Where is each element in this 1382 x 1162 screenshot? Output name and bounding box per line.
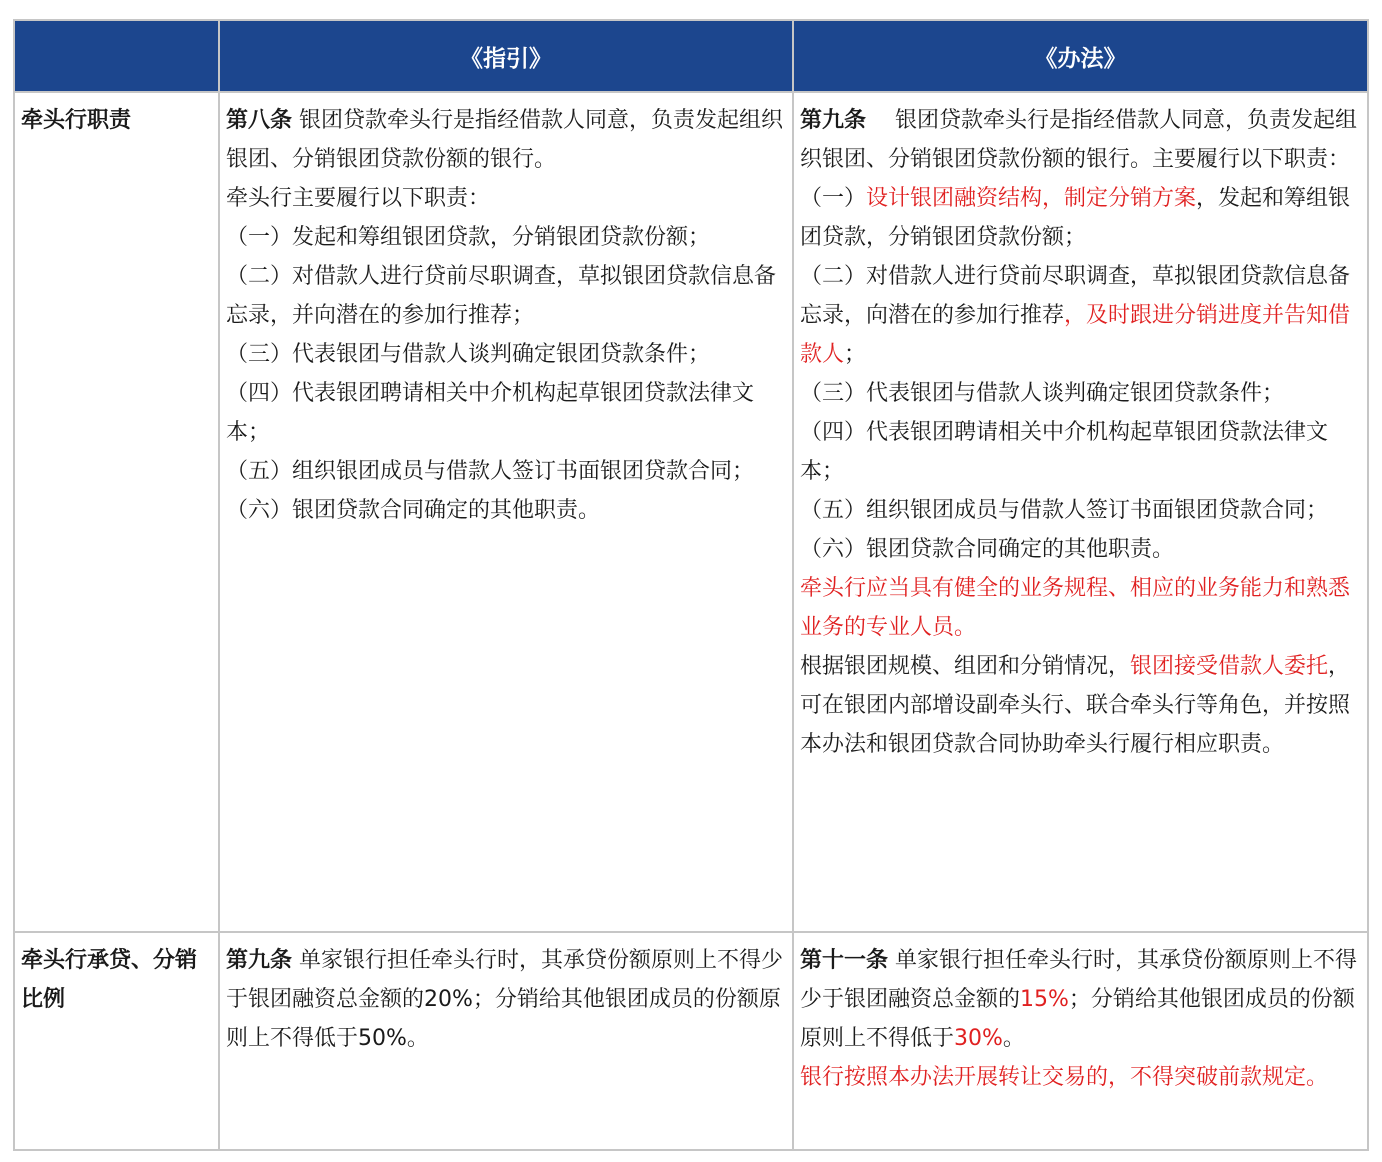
header-row bbox=[14, 20, 1368, 92]
header-guide: 《指引》 bbox=[219, 20, 793, 92]
guide-cell bbox=[219, 932, 793, 1150]
article-number: 第八条 bbox=[226, 108, 293, 133]
duty-item: （六）银团贷款合同确定的其他职责。 bbox=[800, 537, 1175, 562]
comparison-table bbox=[13, 19, 1369, 1151]
duty-item: （六）银团贷款合同确定的其他职责。 bbox=[226, 498, 601, 523]
highlight-text: 银团接受借款人委托 bbox=[1130, 654, 1329, 679]
duty-item: （四）代表银团聘请相关中介机构起草银团贷款法律文本； bbox=[800, 420, 1329, 484]
rule-cell bbox=[793, 932, 1368, 1150]
duty-item: （五）组织银团成员与借款人签订书面银团贷款合同； bbox=[226, 459, 755, 484]
rule-cell bbox=[793, 92, 1368, 932]
highlight-value: 30% bbox=[954, 1026, 1003, 1051]
highlight-value: 15% bbox=[1020, 987, 1069, 1012]
guide-article-intro: 第八条 银团贷款牵头行是指经借款人同意，负责发起组织银团、分销银团贷款份额的银行。 bbox=[226, 108, 784, 172]
duty-item: （一）发起和筹组银团贷款，分销银团贷款份额； bbox=[226, 225, 711, 250]
header-blank bbox=[14, 20, 219, 92]
duty-item: （三）代表银团与借款人谈判确定银团贷款条件； bbox=[226, 342, 711, 367]
row-label: 牵头行职责 bbox=[14, 92, 219, 932]
article-number: 第十一条 bbox=[800, 948, 889, 973]
header-rule: 《办法》 bbox=[793, 20, 1368, 92]
highlight-paragraph: 银行按照本办法开展转让交易的，不得突破前款规定。 bbox=[800, 1065, 1329, 1090]
row-label: 牵头行承贷、分销比例 bbox=[14, 932, 219, 1150]
duty-item: （一）设计银团融资结构，制定分销方案，发起和筹组银团贷款，分销银团贷款份额； bbox=[800, 186, 1351, 250]
highlight-paragraph: 牵头行应当具有健全的业务规程、相应的业务能力和熟悉业务的专业人员。 bbox=[800, 576, 1351, 640]
table-row bbox=[14, 92, 1368, 932]
duty-item: （四）代表银团聘请相关中介机构起草银团贷款法律文本； bbox=[226, 381, 755, 445]
guide-cell bbox=[219, 92, 793, 932]
guide-article-text: 第九条 单家银行担任牵头行时，其承贷份额原则上不得少于银团融资总金额的20%；分销给其他银团成员的份额原则上不得低于50%。 bbox=[226, 948, 784, 1051]
rule-article-intro: 第九条 银团贷款牵头行是指经借款人同意，负责发起组织银团、分销银团贷款份额的银行。主要履行以下职责： bbox=[800, 108, 1358, 172]
rule-article-text: 第十一条 单家银行担任牵头行时，其承贷份额原则上不得少于银团融资总金额的15%；分销给其他银团成员的份额原则上不得低于30%。 bbox=[800, 948, 1358, 1051]
duties-lead: 牵头行主要履行以下职责： bbox=[226, 186, 491, 211]
duty-item: （五）组织银团成员与借款人签订书面银团贷款合同； bbox=[800, 498, 1329, 523]
duty-item: （二）对借款人进行贷前尽职调查，草拟银团贷款信息备忘录，向潜在的参加行推荐，及时跟进分销进度并告知借款人； bbox=[800, 264, 1351, 367]
rule-last-paragraph: 根据银团规模、组团和分销情况，银团接受借款人委托，可在银团内部增设副牵头行、联合牵头行等角色，并按照本办法和银团贷款合同协助牵头行履行相应职责。 bbox=[800, 654, 1351, 757]
duty-item: （三）代表银团与借款人谈判确定银团贷款条件； bbox=[800, 381, 1285, 406]
table-row bbox=[14, 932, 1368, 1150]
duty-item: （二）对借款人进行贷前尽职调查，草拟银团贷款信息备忘录，并向潜在的参加行推荐； bbox=[226, 264, 777, 328]
article-number: 第九条 bbox=[226, 948, 293, 973]
highlight-text: 设计银团融资结构，制定分销方案 bbox=[866, 186, 1197, 211]
article-number: 第九条 bbox=[800, 108, 867, 133]
highlight-text: ，及时跟进分销进度并告知借款人 bbox=[800, 303, 1351, 367]
